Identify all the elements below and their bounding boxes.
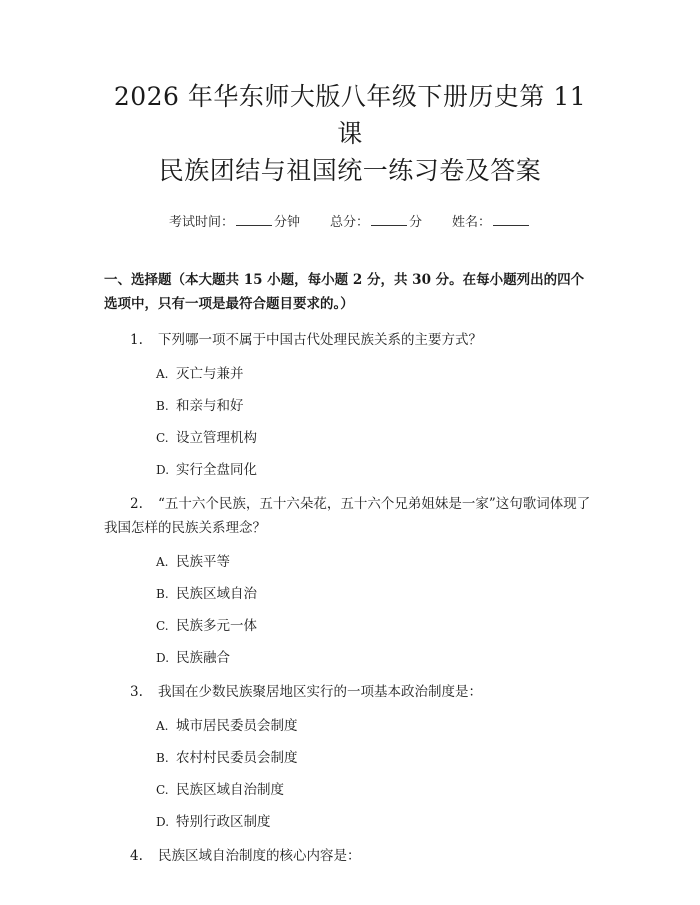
option-letter: C. bbox=[156, 619, 169, 633]
option-letter: B. bbox=[156, 751, 169, 765]
section-heading: 一、选择题（本大题共 15 小题，每小题 2 分，共 30 分。在每小题列出的四个选项中，只有一项是最符合题目要求的。） bbox=[104, 272, 585, 312]
option-2a bbox=[156, 552, 596, 572]
option-text: 设立管理机构 bbox=[176, 430, 257, 446]
question-list bbox=[104, 328, 596, 868]
option-letter: B. bbox=[156, 587, 169, 601]
option-text: 民族融合 bbox=[176, 650, 230, 666]
option-letter: B. bbox=[156, 399, 169, 413]
question-text: “五十六个民族，五十六朵花，五十六个兄弟姐妹是一家”这句歌词体现了我国怎样的民族关系理念？ bbox=[104, 496, 591, 536]
option-2d bbox=[156, 648, 596, 668]
question-text: 下列哪一项不属于中国古代处理民族关系的主要方式？ bbox=[158, 332, 482, 348]
option-letter: D. bbox=[156, 463, 170, 477]
option-letter: C. bbox=[156, 783, 169, 797]
option-text: 民族平等 bbox=[176, 554, 230, 570]
option-text: 民族区域自治 bbox=[176, 586, 257, 602]
option-1a bbox=[156, 364, 596, 384]
time-unit: 分钟 bbox=[273, 215, 300, 230]
option-text: 和亲与和好 bbox=[176, 398, 244, 414]
time-blank bbox=[236, 213, 272, 226]
option-text: 特别行政区制度 bbox=[176, 814, 271, 830]
question-number: 3. bbox=[130, 684, 143, 700]
option-2c bbox=[156, 616, 596, 636]
option-text: 民族多元一体 bbox=[176, 618, 257, 634]
title-line-1: 2026 年华东师大版八年级下册历史第 11 课 bbox=[113, 82, 587, 148]
question-text: 我国在少数民族聚居地区实行的一项基本政治制度是： bbox=[158, 684, 482, 700]
option-3b bbox=[156, 748, 596, 768]
question-text: 民族区域自治制度的核心内容是： bbox=[158, 848, 361, 864]
option-1d bbox=[156, 460, 596, 480]
question-4 bbox=[104, 844, 596, 868]
question-1 bbox=[104, 328, 596, 352]
question-number: 1. bbox=[130, 332, 143, 348]
option-2b bbox=[156, 584, 596, 604]
exam-name bbox=[452, 211, 531, 230]
option-letter: D. bbox=[156, 651, 170, 665]
score-unit: 分 bbox=[409, 215, 423, 230]
time-label: 考试时间： bbox=[168, 215, 234, 230]
name-blank bbox=[493, 213, 529, 226]
option-text: 民族区域自治制度 bbox=[176, 782, 284, 798]
option-letter: A. bbox=[156, 719, 169, 733]
exam-meta bbox=[104, 211, 596, 230]
question-3 bbox=[104, 680, 596, 704]
question-number: 2. bbox=[130, 496, 143, 512]
option-text: 城市居民委员会制度 bbox=[176, 718, 298, 734]
option-1b bbox=[156, 396, 596, 416]
question-number: 4. bbox=[130, 848, 143, 864]
option-1c bbox=[156, 428, 596, 448]
option-text: 灭亡与兼并 bbox=[176, 366, 244, 382]
option-letter: A. bbox=[156, 367, 169, 381]
option-3c bbox=[156, 780, 596, 800]
name-label: 姓名： bbox=[452, 215, 492, 230]
score-blank bbox=[371, 213, 407, 226]
option-letter: C. bbox=[156, 431, 169, 445]
score-label: 总分： bbox=[329, 215, 369, 230]
exam-time bbox=[169, 211, 300, 230]
document-title bbox=[104, 78, 596, 189]
option-3d bbox=[156, 812, 596, 832]
title-line-2: 民族团结与祖国统一练习卷及答案 bbox=[158, 156, 542, 185]
option-letter: D. bbox=[156, 815, 170, 829]
question-2 bbox=[104, 492, 596, 540]
option-text: 农村村民委员会制度 bbox=[176, 750, 298, 766]
exam-score bbox=[330, 211, 422, 230]
option-text: 实行全盘同化 bbox=[176, 462, 257, 478]
option-letter: A. bbox=[156, 555, 169, 569]
option-3a bbox=[156, 716, 596, 736]
